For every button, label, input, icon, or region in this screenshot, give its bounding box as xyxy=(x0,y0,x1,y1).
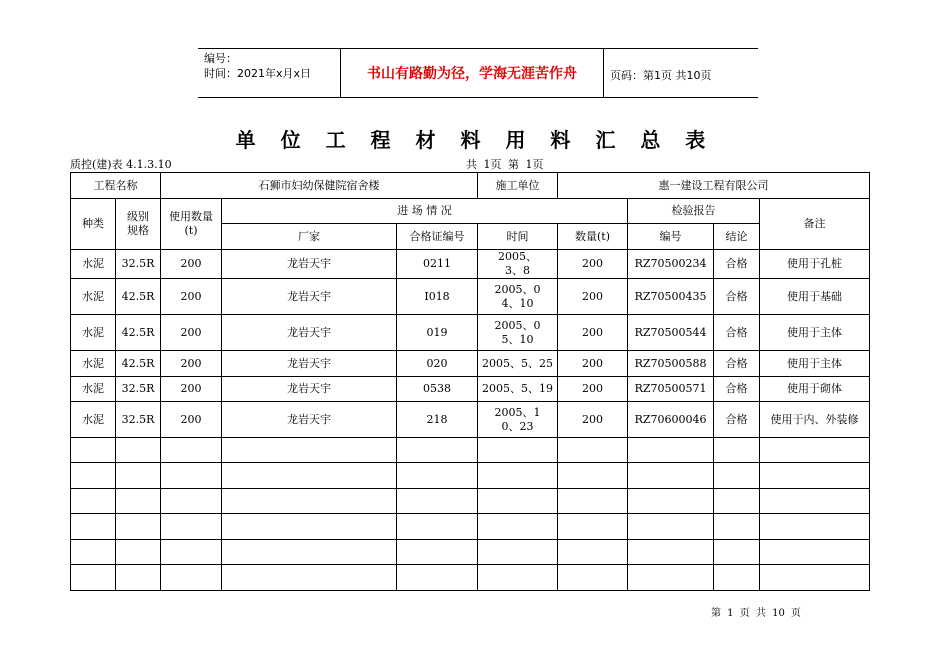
project-row xyxy=(71,173,870,199)
cell-time-text: 2005、10、23 xyxy=(494,405,541,433)
col-kind: 种类 xyxy=(71,199,116,250)
cell-kind: 水泥 xyxy=(71,315,116,351)
cell-grade: 42.5R xyxy=(116,279,161,315)
empty-cell xyxy=(222,489,397,514)
empty-cell xyxy=(116,565,161,591)
empty-cell xyxy=(116,514,161,540)
col-grade xyxy=(116,199,161,250)
empty-cell xyxy=(71,489,116,514)
cell-qty: 200 xyxy=(558,402,628,438)
materials-summary-table xyxy=(70,172,870,591)
col-maker: 厂家 xyxy=(222,224,397,250)
empty-cell xyxy=(397,565,478,591)
cell-time xyxy=(478,279,558,315)
cell-cert-no: I018 xyxy=(397,279,478,315)
empty-cell xyxy=(628,565,714,591)
empty-cell xyxy=(760,540,870,565)
cell-result: 合格 xyxy=(714,351,760,377)
col-report-no: 编号 xyxy=(628,224,714,250)
cell-grade: 42.5R xyxy=(116,351,161,377)
cell-qty-used: 200 xyxy=(161,315,222,351)
col-result: 结论 xyxy=(714,224,760,250)
empty-cell xyxy=(222,438,397,463)
cell-cert-no: 218 xyxy=(397,402,478,438)
cell-maker: 龙岩天宇 xyxy=(222,377,397,402)
col-remark: 备注 xyxy=(760,199,870,250)
cell-qty: 200 xyxy=(558,250,628,279)
empty-cell xyxy=(628,540,714,565)
cell-time-text: 2005、05、10 xyxy=(494,318,541,346)
page-footer: 第 1 页 共 10 页 xyxy=(711,608,801,619)
project-name-label: 工程名称 xyxy=(71,173,161,199)
cell-cert-no: 0538 xyxy=(397,377,478,402)
contractor-name: 惠一建设工程有限公司 xyxy=(558,173,870,199)
cell-remark: 使用于主体 xyxy=(760,351,870,377)
cell-report-no: RZ70500435 xyxy=(628,279,714,315)
col-report-group: 检验报告 xyxy=(628,199,760,224)
empty-cell xyxy=(222,463,397,489)
empty-cell xyxy=(760,489,870,514)
cell-qty: 200 xyxy=(558,377,628,402)
cell-cert-no: 020 xyxy=(397,351,478,377)
empty-cell xyxy=(161,438,222,463)
table-row xyxy=(71,250,870,279)
cell-report-no: RZ70500234 xyxy=(628,250,714,279)
empty-cell xyxy=(714,540,760,565)
page-header xyxy=(198,48,758,98)
empty-cell xyxy=(116,463,161,489)
empty-cell xyxy=(628,438,714,463)
cell-remark: 使用于基础 xyxy=(760,279,870,315)
empty-row xyxy=(71,438,870,463)
empty-cell xyxy=(478,463,558,489)
table-row xyxy=(71,279,870,315)
cell-qty-used: 200 xyxy=(161,279,222,315)
cell-time-text: 2005、04、10 xyxy=(494,282,541,310)
col-cert-no: 合格证编号 xyxy=(397,224,478,250)
col-qty-used xyxy=(161,199,222,250)
cell-qty-used: 200 xyxy=(161,250,222,279)
cell-result: 合格 xyxy=(714,315,760,351)
empty-cell xyxy=(628,514,714,540)
cell-time xyxy=(478,250,558,279)
empty-cell xyxy=(161,463,222,489)
page-info: 页码：第1页 共10页 xyxy=(610,69,712,82)
empty-cell xyxy=(558,438,628,463)
cell-time: 2005、5、19 xyxy=(478,377,558,402)
header-meta xyxy=(204,51,311,81)
cell-remark: 使用于砌体 xyxy=(760,377,870,402)
empty-cell xyxy=(71,438,116,463)
empty-cell xyxy=(397,463,478,489)
page-count: 共 1页 第 1页 xyxy=(466,158,544,171)
col-grade-text: 级别规格 xyxy=(127,210,149,237)
empty-cell xyxy=(558,565,628,591)
cell-report-no: RZ70500588 xyxy=(628,351,714,377)
cell-kind: 水泥 xyxy=(71,377,116,402)
header-row-1 xyxy=(71,199,870,224)
cell-grade: 32.5R xyxy=(116,250,161,279)
cell-grade: 32.5R xyxy=(116,377,161,402)
empty-cell xyxy=(161,565,222,591)
empty-row xyxy=(71,514,870,540)
cell-cert-no: 019 xyxy=(397,315,478,351)
cell-time: 2005、5、25 xyxy=(478,351,558,377)
empty-cell xyxy=(478,438,558,463)
empty-cell xyxy=(760,438,870,463)
empty-cell xyxy=(397,438,478,463)
empty-cell xyxy=(161,489,222,514)
empty-cell xyxy=(714,438,760,463)
empty-cell xyxy=(714,463,760,489)
empty-cell xyxy=(71,540,116,565)
empty-cell xyxy=(478,489,558,514)
col-qty-used-text: 使用数量(t) xyxy=(169,210,213,237)
cell-grade: 32.5R xyxy=(116,402,161,438)
cell-qty: 200 xyxy=(558,351,628,377)
project-name: 石狮市妇幼保健院宿舍楼 xyxy=(161,173,478,199)
empty-cell xyxy=(222,514,397,540)
col-qty: 数量(t) xyxy=(558,224,628,250)
empty-cell xyxy=(714,565,760,591)
cell-maker: 龙岩天宇 xyxy=(222,402,397,438)
document-title: 单 位 工 程 材 料 用 料 汇 总 表 xyxy=(235,128,715,152)
form-number: 质控(建)表 4.1.3.10 xyxy=(70,158,172,171)
empty-row xyxy=(71,489,870,514)
empty-cell xyxy=(116,489,161,514)
cell-remark: 使用于内、外装修 xyxy=(760,402,870,438)
cell-maker: 龙岩天宇 xyxy=(222,315,397,351)
cell-time xyxy=(478,315,558,351)
table-row xyxy=(71,351,870,377)
motto: 书山有路勤为径，学海无涯苦作舟 xyxy=(340,49,604,97)
cell-kind: 水泥 xyxy=(71,402,116,438)
cell-report-no: RZ70600046 xyxy=(628,402,714,438)
empty-cell xyxy=(714,514,760,540)
cell-cert-no: 0211 xyxy=(397,250,478,279)
empty-cell xyxy=(397,489,478,514)
empty-cell xyxy=(478,565,558,591)
empty-cell xyxy=(222,540,397,565)
empty-cell xyxy=(397,540,478,565)
cell-grade: 42.5R xyxy=(116,315,161,351)
cell-maker: 龙岩天宇 xyxy=(222,351,397,377)
cell-report-no: RZ70500571 xyxy=(628,377,714,402)
empty-cell xyxy=(71,463,116,489)
cell-time-text: 2005、3、8 xyxy=(498,250,538,277)
empty-cell xyxy=(478,540,558,565)
cell-remark: 使用于主体 xyxy=(760,315,870,351)
empty-cell xyxy=(558,463,628,489)
empty-cell xyxy=(161,540,222,565)
empty-cell xyxy=(760,565,870,591)
cell-result: 合格 xyxy=(714,402,760,438)
empty-cell xyxy=(628,463,714,489)
serial-label: 编号： xyxy=(204,52,237,65)
table-row xyxy=(71,402,870,438)
empty-row xyxy=(71,540,870,565)
table-row xyxy=(71,315,870,351)
empty-cell xyxy=(760,463,870,489)
empty-cell xyxy=(116,438,161,463)
col-time: 时间 xyxy=(478,224,558,250)
cell-result: 合格 xyxy=(714,377,760,402)
empty-cell xyxy=(628,489,714,514)
cell-result: 合格 xyxy=(714,250,760,279)
empty-cell xyxy=(558,514,628,540)
contractor-label: 施工单位 xyxy=(478,173,558,199)
cell-kind: 水泥 xyxy=(71,351,116,377)
cell-qty-used: 200 xyxy=(161,402,222,438)
empty-cell xyxy=(558,489,628,514)
empty-cell xyxy=(714,489,760,514)
empty-cell xyxy=(71,514,116,540)
cell-result: 合格 xyxy=(714,279,760,315)
cell-remark: 使用于孔桩 xyxy=(760,250,870,279)
cell-qty-used: 200 xyxy=(161,377,222,402)
cell-report-no: RZ70500544 xyxy=(628,315,714,351)
time-text: 时间：2021年x月x日 xyxy=(204,67,312,80)
cell-maker: 龙岩天宇 xyxy=(222,279,397,315)
cell-kind: 水泥 xyxy=(71,279,116,315)
cell-qty: 200 xyxy=(558,279,628,315)
empty-cell xyxy=(161,514,222,540)
table-body xyxy=(71,173,870,591)
empty-cell xyxy=(71,565,116,591)
empty-cell xyxy=(558,540,628,565)
cell-qty-used: 200 xyxy=(161,351,222,377)
col-entry-group: 进 场 情 况 xyxy=(222,199,628,224)
empty-cell xyxy=(760,514,870,540)
empty-cell xyxy=(397,514,478,540)
cell-qty: 200 xyxy=(558,315,628,351)
table-row xyxy=(71,377,870,402)
cell-time xyxy=(478,402,558,438)
empty-cell xyxy=(222,565,397,591)
empty-row xyxy=(71,565,870,591)
empty-row xyxy=(71,463,870,489)
cell-maker: 龙岩天宇 xyxy=(222,250,397,279)
empty-cell xyxy=(478,514,558,540)
cell-kind: 水泥 xyxy=(71,250,116,279)
empty-cell xyxy=(116,540,161,565)
